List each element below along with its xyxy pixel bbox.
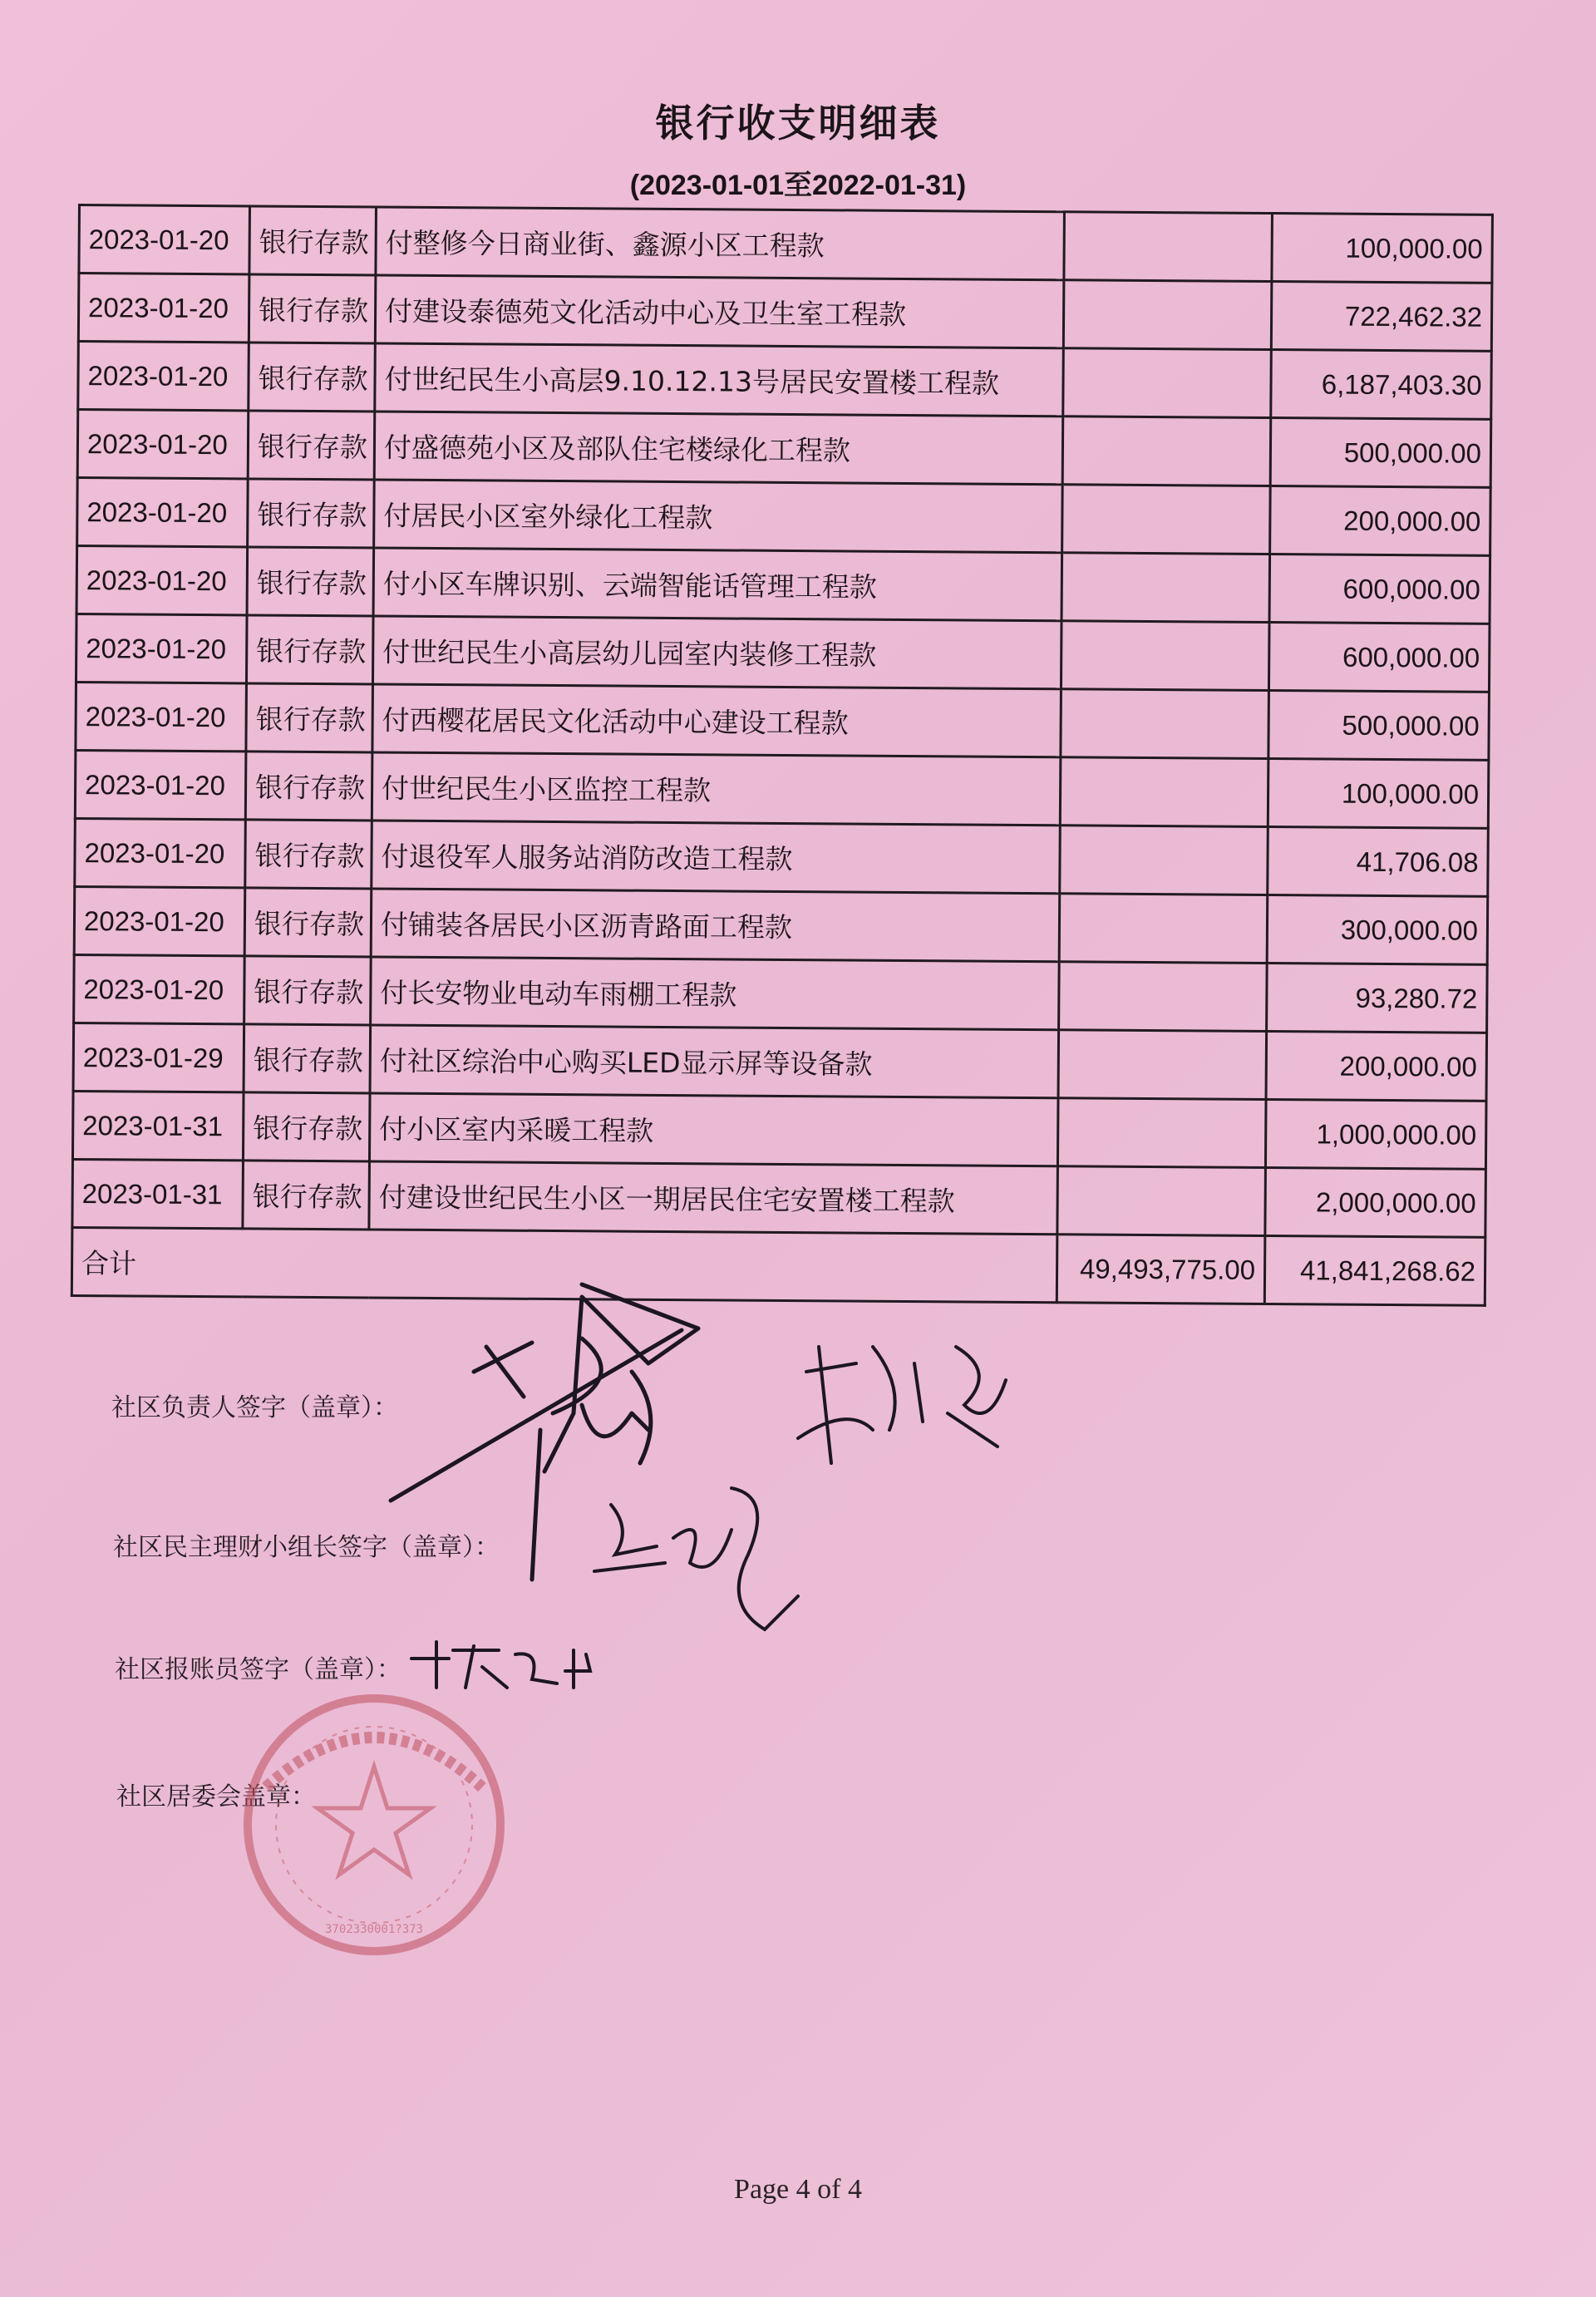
row-expense: 41,706.08 [1268, 827, 1489, 897]
second-leader-signature [798, 1347, 1006, 1463]
ledger-table [71, 204, 1494, 1307]
finance-group-signature-label: 社区民主理财小组长签字（盖章）： [113, 1533, 500, 1562]
row-date: 2023-01-20 [77, 410, 249, 479]
row-income [1063, 280, 1272, 350]
row-income [1058, 1030, 1267, 1100]
row-income [1062, 417, 1271, 486]
row-expense: 1,000,000.00 [1265, 1100, 1486, 1170]
row-income [1063, 348, 1272, 418]
row-date: 2023-01-29 [73, 1023, 244, 1092]
seal-star-icon [318, 1767, 431, 1875]
row-description: 付小区车牌识别、云端智能话管理工程款 [373, 548, 1062, 621]
accountant-signature [411, 1642, 590, 1688]
row-income [1057, 1098, 1266, 1168]
row-account: 银行存款 [249, 206, 377, 275]
table-row [74, 954, 1488, 1033]
page-number: Page 4 of 4 [734, 2174, 862, 2205]
row-date: 2023-01-20 [74, 886, 245, 955]
row-account: 银行存款 [244, 888, 372, 957]
row-expense: 600,000.00 [1269, 555, 1490, 624]
row-description: 付建设泰德苑文化活动中心及卫生室工程款 [375, 275, 1064, 348]
row-income [1062, 553, 1270, 623]
row-expense: 600,000.00 [1268, 623, 1490, 693]
committee-seal-stamp [248, 1698, 500, 1951]
row-description: 付小区室内采暖工程款 [369, 1093, 1058, 1166]
total-label: 合计 [71, 1227, 1057, 1302]
document-title: 银行收支明细表 [655, 101, 941, 145]
total-income: 49,493,775.00 [1057, 1235, 1265, 1304]
row-description: 付铺装各居民小区沥青路面工程款 [371, 889, 1060, 962]
committee-seal-label: 社区居委会盖章： [116, 1782, 316, 1811]
row-income [1059, 894, 1268, 964]
table-row [77, 410, 1491, 488]
table-row [76, 614, 1490, 692]
row-description: 付整修今日商业街、鑫源小区工程款 [376, 207, 1065, 280]
date-range-subtitle: (2023-01-01至2022-01-31) [629, 170, 967, 201]
row-date: 2023-01-20 [74, 954, 245, 1023]
row-date: 2023-01-20 [76, 682, 247, 751]
row-account: 银行存款 [249, 274, 376, 343]
row-account: 银行存款 [244, 1024, 371, 1093]
row-description: 付退役军人服务站消防改造工程款 [372, 821, 1061, 894]
row-description: 付世纪民生小高层幼儿园室内装修工程款 [372, 616, 1062, 689]
table-row [74, 886, 1488, 964]
table-row [76, 682, 1490, 760]
row-expense: 300,000.00 [1267, 895, 1488, 965]
row-description: 付居民小区室外绿化工程款 [374, 480, 1063, 553]
row-date: 2023-01-20 [77, 478, 249, 547]
row-date: 2023-01-20 [78, 274, 249, 343]
row-expense: 2,000,000.00 [1265, 1168, 1486, 1238]
row-date: 2023-01-20 [79, 205, 250, 274]
row-expense: 200,000.00 [1270, 486, 1491, 556]
row-income [1061, 621, 1269, 691]
row-date: 2023-01-20 [78, 342, 249, 411]
accountant-signature-label: 社区报账员签字（盖章）： [115, 1655, 401, 1684]
row-expense: 500,000.00 [1268, 691, 1490, 761]
table-row [72, 1159, 1486, 1237]
row-date: 2023-01-31 [72, 1159, 244, 1228]
table-row [75, 818, 1489, 896]
ledger-body [71, 205, 1492, 1306]
leader-signature-label: 社区负责人签字（盖章）： [111, 1393, 398, 1422]
row-date: 2023-01-20 [76, 614, 247, 683]
row-account: 银行存款 [244, 956, 372, 1025]
table-row [76, 546, 1490, 624]
row-account: 银行存款 [245, 752, 372, 821]
row-description: 付盛德苑小区及部队住宅楼绿化工程款 [374, 412, 1063, 485]
row-expense: 200,000.00 [1266, 1032, 1487, 1102]
row-account: 银行存款 [247, 547, 374, 616]
row-expense: 93,280.72 [1267, 964, 1488, 1033]
table-row [79, 205, 1493, 283]
row-income [1062, 485, 1271, 555]
row-description: 付建设世纪民生小区一期居民住宅安置楼工程款 [369, 1161, 1058, 1235]
row-description: 付社区综治中心购买LED显示屏等设备款 [370, 1025, 1059, 1098]
table-row [77, 478, 1491, 556]
row-expense: 722,462.32 [1271, 282, 1492, 352]
row-expense: 500,000.00 [1270, 418, 1491, 488]
row-date: 2023-01-20 [76, 546, 248, 615]
finance-group-signature [594, 1488, 798, 1629]
row-account: 银行存款 [248, 479, 375, 548]
table-row [78, 342, 1492, 420]
row-account: 银行存款 [243, 1161, 370, 1230]
row-date: 2023-01-20 [75, 750, 246, 819]
table-row [73, 1023, 1487, 1101]
row-date: 2023-01-20 [75, 818, 246, 887]
table-row [75, 750, 1489, 828]
row-income [1057, 1166, 1266, 1236]
row-account: 银行存款 [246, 615, 373, 684]
row-expense: 100,000.00 [1268, 759, 1489, 829]
row-account: 银行存款 [249, 343, 376, 412]
row-description: 付世纪民生小高层9.10.12.13号居民安置楼工程款 [375, 343, 1064, 417]
seal-serial: 3702330001?373 [324, 1923, 424, 1936]
row-income [1059, 962, 1268, 1032]
row-income [1060, 826, 1268, 895]
row-expense: 100,000.00 [1272, 214, 1493, 283]
row-account: 银行存款 [243, 1092, 370, 1161]
table-row [78, 274, 1492, 352]
row-income [1064, 212, 1273, 282]
row-account: 银行存款 [246, 683, 373, 752]
row-description: 付世纪民生小区监控工程款 [372, 752, 1061, 826]
row-description: 付西樱花居民文化活动中心建设工程款 [372, 684, 1062, 757]
row-income [1060, 757, 1268, 827]
row-date: 2023-01-31 [72, 1091, 244, 1160]
table-row [72, 1091, 1486, 1169]
row-income [1061, 689, 1269, 759]
row-account: 银行存款 [245, 820, 372, 889]
row-account: 银行存款 [248, 411, 375, 480]
total-expense: 41,841,268.62 [1264, 1235, 1485, 1305]
row-expense: 6,187,403.30 [1271, 350, 1492, 420]
row-description: 付长安物业电动车雨棚工程款 [371, 957, 1060, 1030]
total-row [71, 1227, 1485, 1305]
